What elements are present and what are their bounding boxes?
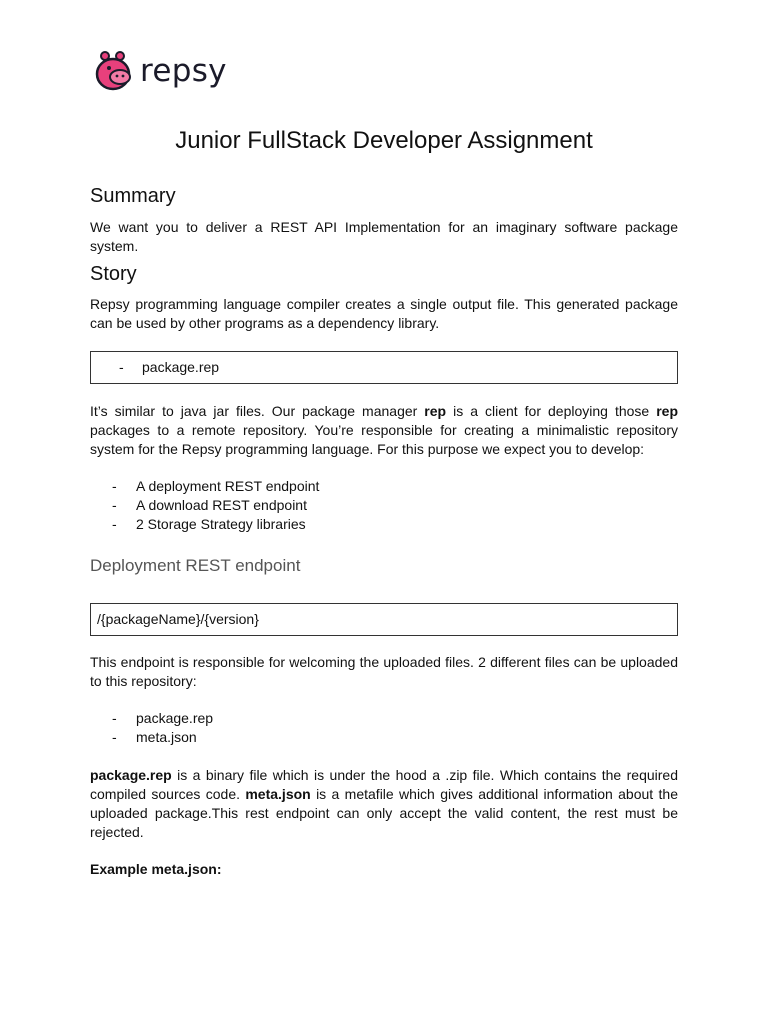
story-heading: Story	[90, 263, 137, 285]
story-text: Repsy programming language compiler creates a single output file. This generated package can be used by other programs as a dependency library.	[90, 296, 678, 331]
list-item: - package.rep	[112, 709, 213, 728]
list-item: - 2 Storage Strategy libraries	[112, 515, 319, 534]
summary-text: We want you to deliver a REST API Implementation for an imaginary software package system.	[90, 219, 678, 254]
list-item: - A deployment REST endpoint	[112, 477, 319, 496]
summary-heading: Summary	[90, 185, 176, 207]
deliverables-list	[112, 477, 319, 534]
deployment-text: This endpoint is responsible for welcoming the uploaded files. 2 different files can be uploaded to this repository:	[90, 654, 678, 689]
hippo-icon	[94, 50, 134, 92]
story-paragraph-2: It’s similar to java jar files. Our package manager rep is a client for deploying those rep packages to a remote repository. You’re responsible for creating a minimalistic repository system for the Repsy programming language. For this purpose we expect you to develop:	[90, 403, 678, 457]
deployment-heading: Deployment REST endpoint	[90, 556, 301, 575]
list-item: - A download REST endpoint	[112, 496, 319, 515]
deployment-paragraph-2: package.rep is a binary file which is under the hood a .zip file. Which contains the required compiled sources code. meta.json is a metafile which gives additional information about the uploaded package.This rest endpoint can only accept the valid content, the rest must be rejected.	[90, 767, 678, 840]
endpoint-path-box	[90, 603, 678, 636]
repsy-logo	[94, 50, 227, 92]
brand-name: repsy	[140, 52, 227, 89]
upload-files-list	[112, 709, 213, 747]
package-file-name: package.rep	[142, 359, 220, 375]
package-file-box: - package.rep	[90, 351, 678, 384]
document-title: Junior FullStack Developer Assignment	[175, 127, 593, 154]
endpoint-path: /{packageName}/{version}	[97, 611, 259, 627]
example-meta-json-label: Example meta.json:	[90, 861, 222, 877]
list-item: - meta.json	[112, 728, 213, 747]
